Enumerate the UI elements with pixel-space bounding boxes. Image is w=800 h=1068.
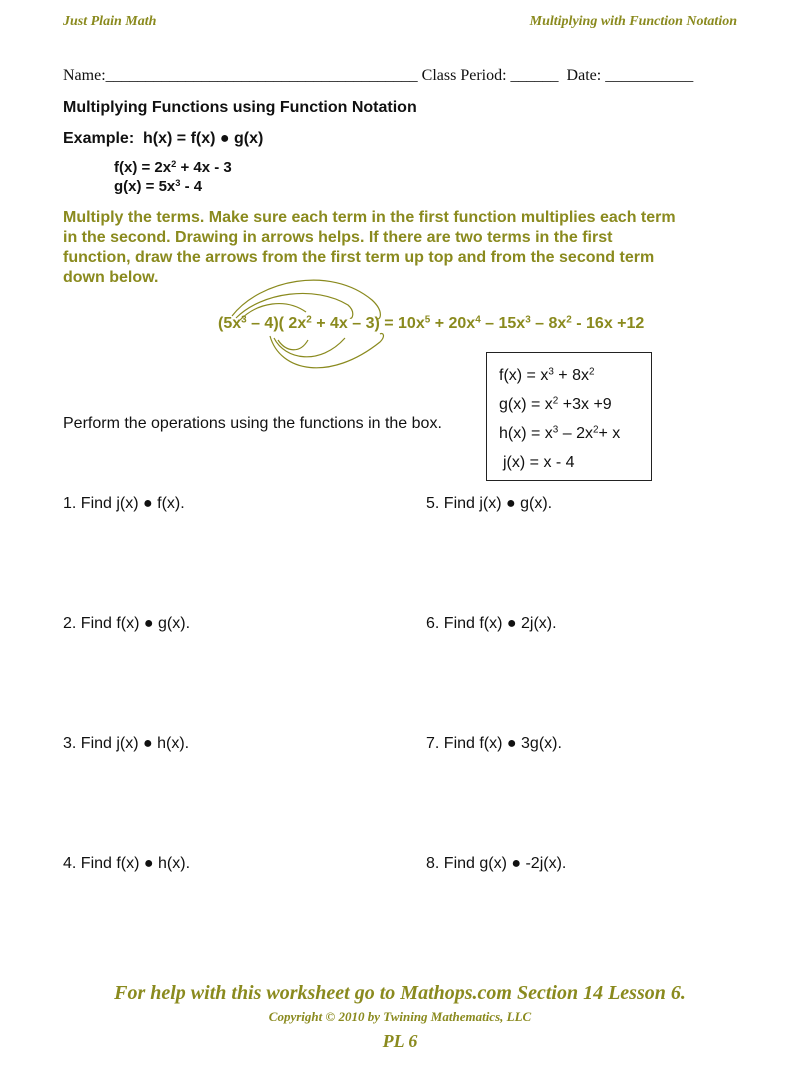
function-g-text: +3x +9 xyxy=(558,396,612,413)
function-f-exponent: 2 xyxy=(589,366,595,378)
name-label: Name: xyxy=(63,67,106,84)
date-blank[interactable]: ___________ xyxy=(605,67,694,84)
equation-exponent: 4 xyxy=(475,314,481,326)
problem-7: 7. Find f(x) ● 3g(x). xyxy=(426,735,562,752)
problem-6: 6. Find f(x) ● 2j(x). xyxy=(426,615,557,632)
problem-4: 4. Find f(x) ● h(x). xyxy=(63,855,191,872)
function-h xyxy=(499,425,620,443)
function-g-exponent: 2 xyxy=(552,395,559,407)
function-g xyxy=(499,396,612,414)
function-h-text: + x xyxy=(598,425,621,442)
problem-8: 8. Find g(x) ● -2j(x). xyxy=(426,855,567,872)
name-blank[interactable]: _______________________________________ xyxy=(105,67,418,84)
page-number: PL 6 xyxy=(382,1031,418,1051)
footer-help-link[interactable]: For help with this worksheet go to Mathops.com Section 14 Lesson 6. xyxy=(114,982,686,1004)
example-g-exponent: 3 xyxy=(175,177,181,188)
equation-term: – 15x xyxy=(480,315,526,332)
header-right: Multiplying with Function Notation xyxy=(529,14,737,29)
instruction-line: function, draw the arrows from the first term up top and from the second term xyxy=(63,249,655,266)
function-f-text: + 8x xyxy=(553,367,589,384)
function-h-text: h(x) = x xyxy=(499,425,553,442)
problem-2: 2. Find f(x) ● g(x). xyxy=(63,615,191,632)
example-f-tail: + 4x - 3 xyxy=(176,159,232,176)
equation-exponent: 2 xyxy=(306,314,312,326)
function-f-text: f(x) = x xyxy=(499,367,549,384)
problem-3: 3. Find j(x) ● h(x). xyxy=(63,735,190,752)
class-period-blank[interactable]: ______ xyxy=(510,67,559,84)
equation-exponent: 3 xyxy=(525,314,531,326)
equation-term: + 4x – 3) = 10x xyxy=(311,315,425,332)
equation-exponent: 3 xyxy=(241,314,247,326)
equation-term: – 4)( 2x xyxy=(246,315,307,332)
instruction-line: down below. xyxy=(63,269,159,286)
example-h-definition: h(x) = f(x) ● g(x) xyxy=(143,130,264,147)
equation-term: - 16x +12 xyxy=(571,315,645,332)
worked-equation xyxy=(218,315,644,333)
example-f-text: f(x) = 2x xyxy=(114,159,172,176)
equation-term: + 20x xyxy=(430,315,476,332)
function-g-text: g(x) = x xyxy=(499,396,553,413)
equation-exponent: 5 xyxy=(424,314,431,326)
function-f xyxy=(499,367,595,385)
problem-1: 1. Find j(x) ● f(x). xyxy=(63,495,185,512)
instruction-line: Multiply the terms. Make sure each term in the first function multiplies each term xyxy=(63,209,676,226)
example-g-text: g(x) = 5x xyxy=(114,178,176,195)
equation-term: – 8x xyxy=(530,315,567,332)
footer-copyright: Copyright © 2010 by Twining Mathematics, LLC xyxy=(268,1009,532,1024)
page-title: Multiplying Functions using Function Notation xyxy=(63,99,417,116)
equation-term: (5x xyxy=(218,315,242,332)
class-period-label: Class Period: xyxy=(421,67,507,84)
function-j: j(x) = x - 4 xyxy=(503,454,575,471)
equation-exponent: 2 xyxy=(566,314,572,326)
box-prompt: Perform the operations using the functions in the box. xyxy=(63,415,442,432)
header-left: Just Plain Math xyxy=(63,14,157,29)
problem-5: 5. Find j(x) ● g(x). xyxy=(426,495,553,512)
example-f-exponent: 2 xyxy=(171,158,177,169)
function-h-exponent: 3 xyxy=(552,424,559,436)
function-f-exponent: 3 xyxy=(548,366,554,378)
example-g-tail: - 4 xyxy=(180,178,203,195)
function-h-text: – 2x xyxy=(558,425,593,442)
instruction-line: in the second. Drawing in arrows helps. If there are two terms in the first xyxy=(63,229,613,246)
example-label: Example: xyxy=(63,130,135,147)
date-label: Date: xyxy=(566,67,602,84)
function-h-exponent: 2 xyxy=(593,424,599,436)
functions-box xyxy=(486,352,652,481)
